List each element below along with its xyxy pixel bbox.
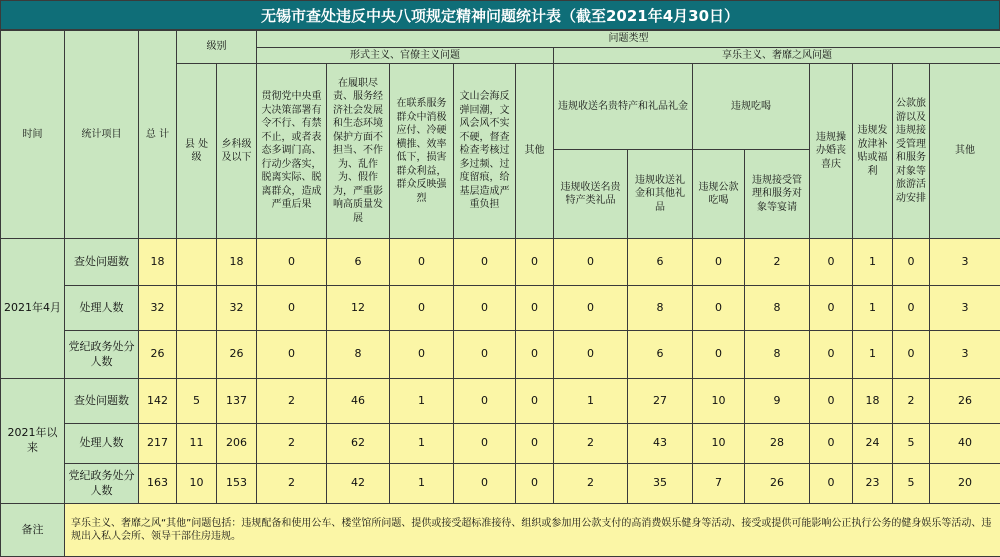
table-row (1, 331, 1000, 379)
notes-label: 备注 (1, 504, 65, 557)
county-cell (177, 239, 217, 286)
value-cell: 12 (327, 286, 390, 331)
value-cell: 2 (257, 464, 327, 504)
value-cell: 0 (810, 331, 853, 379)
header-f-other: 其他 (516, 64, 554, 239)
value-cell: 7 (693, 464, 745, 504)
header-h1a: 违规收送名贵特产类礼品 (554, 150, 628, 239)
header-formalism: 形式主义、官僚主义问题 (257, 47, 554, 64)
header-h-other: 其他 (930, 64, 1000, 239)
header-h4: 违规发放津补贴或福利 (853, 64, 893, 239)
value-cell: 0 (893, 331, 930, 379)
header-county: 县 处 级 (177, 64, 217, 239)
value-cell: 0 (516, 239, 554, 286)
value-cell: 24 (853, 424, 893, 464)
value-cell: 0 (810, 424, 853, 464)
value-cell: 62 (327, 424, 390, 464)
value-cell: 0 (693, 331, 745, 379)
value-cell: 5 (893, 464, 930, 504)
header-total: 总 计 (139, 31, 177, 239)
value-cell: 28 (745, 424, 810, 464)
township-cell: 206 (217, 424, 257, 464)
value-cell: 0 (516, 286, 554, 331)
header-h2a: 违规公款吃喝 (693, 150, 745, 239)
header-f4: 文山会海反弹回潮，文风会风不实不硬，督查检查考核过多过频、过度留痕，给基层造成严重负担 (454, 64, 516, 239)
value-cell: 1 (390, 379, 454, 424)
value-cell: 10 (693, 379, 745, 424)
value-cell: 23 (853, 464, 893, 504)
value-cell: 1 (853, 331, 893, 379)
value-cell: 40 (930, 424, 1000, 464)
value-cell: 2 (893, 379, 930, 424)
value-cell: 0 (454, 331, 516, 379)
header-h3: 违规操办婚丧喜庆 (810, 64, 853, 239)
header-h5: 公款旅游以及违规接受管理和服务对象等旅游活动安排 (893, 64, 930, 239)
table-row (1, 239, 1000, 286)
value-cell: 1 (853, 286, 893, 331)
value-cell: 46 (327, 379, 390, 424)
total-cell: 26 (139, 331, 177, 379)
table-row (1, 286, 1000, 331)
value-cell: 2 (554, 424, 628, 464)
period-label: 2021年4月 (1, 239, 65, 379)
value-cell: 2 (554, 464, 628, 504)
value-cell: 1 (554, 379, 628, 424)
total-cell: 163 (139, 464, 177, 504)
value-cell: 0 (893, 286, 930, 331)
value-cell: 27 (628, 379, 693, 424)
value-cell: 0 (390, 239, 454, 286)
notes-row (1, 504, 1000, 557)
value-cell: 35 (628, 464, 693, 504)
value-cell: 18 (853, 379, 893, 424)
header-f2: 在履职尽责、服务经济社会发展和生态环境保护方面不担当、不作为、乱作为、假作为，严重影响高质量发展 (327, 64, 390, 239)
value-cell: 2 (745, 239, 810, 286)
header-time: 时间 (1, 31, 65, 239)
township-cell: 26 (217, 331, 257, 379)
header-h1b: 违规收送礼金和其他礼品 (628, 150, 693, 239)
value-cell: 0 (554, 239, 628, 286)
value-cell: 20 (930, 464, 1000, 504)
value-cell: 0 (257, 286, 327, 331)
header-h2b: 违规接受管理和服务对象等宴请 (745, 150, 810, 239)
header-f3: 在联系服务群众中消极应付、冷硬横推、效率低下，损害群众利益，群众反映强烈 (390, 64, 454, 239)
header-f1: 贯彻党中央重大决策部署有令不行、有禁不止，或者表态多调门高、行动少落实，脱离实际、脱离群众，造成严重后果 (257, 64, 327, 239)
header-h2: 违规吃喝 (693, 64, 810, 150)
value-cell: 0 (810, 239, 853, 286)
header-level: 级别 (177, 31, 257, 64)
county-cell (177, 286, 217, 331)
value-cell: 3 (930, 331, 1000, 379)
value-cell: 8 (327, 331, 390, 379)
header-item: 统计项目 (65, 31, 139, 239)
value-cell: 2 (257, 424, 327, 464)
county-cell: 11 (177, 424, 217, 464)
value-cell: 5 (893, 424, 930, 464)
value-cell: 0 (516, 424, 554, 464)
value-cell: 6 (628, 239, 693, 286)
value-cell: 0 (693, 286, 745, 331)
value-cell: 0 (454, 286, 516, 331)
value-cell: 43 (628, 424, 693, 464)
header-h1: 违规收送名贵特产和礼品礼金 (554, 64, 693, 150)
value-cell: 1 (390, 464, 454, 504)
row-label: 党纪政务处分人数 (65, 331, 139, 379)
value-cell: 9 (745, 379, 810, 424)
value-cell: 0 (516, 379, 554, 424)
county-cell (177, 331, 217, 379)
value-cell: 0 (454, 379, 516, 424)
header-problem-type: 问题类型 (257, 31, 1000, 48)
value-cell: 0 (554, 331, 628, 379)
township-cell: 18 (217, 239, 257, 286)
value-cell: 6 (327, 239, 390, 286)
table-row (1, 424, 1000, 464)
value-cell: 26 (745, 464, 810, 504)
value-cell: 0 (390, 286, 454, 331)
row-label: 处理人数 (65, 286, 139, 331)
county-cell: 10 (177, 464, 217, 504)
row-label: 查处问题数 (65, 239, 139, 286)
value-cell: 0 (454, 239, 516, 286)
total-cell: 18 (139, 239, 177, 286)
value-cell: 42 (327, 464, 390, 504)
value-cell: 0 (454, 464, 516, 504)
value-cell: 0 (516, 331, 554, 379)
row-label: 处理人数 (65, 424, 139, 464)
value-cell: 3 (930, 239, 1000, 286)
value-cell: 1 (853, 239, 893, 286)
value-cell: 8 (745, 286, 810, 331)
township-cell: 137 (217, 379, 257, 424)
total-cell: 142 (139, 379, 177, 424)
value-cell: 0 (516, 464, 554, 504)
value-cell: 0 (390, 331, 454, 379)
township-cell: 153 (217, 464, 257, 504)
value-cell: 1 (390, 424, 454, 464)
value-cell: 6 (628, 331, 693, 379)
value-cell: 0 (554, 286, 628, 331)
value-cell: 8 (628, 286, 693, 331)
table-title: 无锡市查处违反中央八项规定精神问题统计表（截至2021年4月30日） (0, 0, 1000, 30)
value-cell: 0 (893, 239, 930, 286)
value-cell: 0 (810, 379, 853, 424)
value-cell: 0 (257, 331, 327, 379)
value-cell: 10 (693, 424, 745, 464)
value-cell: 2 (257, 379, 327, 424)
total-cell: 32 (139, 286, 177, 331)
value-cell: 3 (930, 286, 1000, 331)
header-township: 乡科级及以下 (217, 64, 257, 239)
county-cell: 5 (177, 379, 217, 424)
notes-text: 享乐主义、奢靡之风“其他”问题包括：违规配备和使用公车、楼堂馆所问题、提供或接受超标准接待、组织或参加用公款支付的高消费娱乐健身等活动、接受或提供可能影响公正执行公务的健身娱乐等活动、违规出入私人会所、领导干部住房违规。 (65, 504, 1000, 557)
table-row (1, 464, 1000, 504)
value-cell: 26 (930, 379, 1000, 424)
value-cell: 8 (745, 331, 810, 379)
value-cell: 0 (693, 239, 745, 286)
row-label: 党纪政务处分人数 (65, 464, 139, 504)
value-cell: 0 (454, 424, 516, 464)
value-cell: 0 (810, 286, 853, 331)
township-cell: 32 (217, 286, 257, 331)
period-label: 2021年以来 (1, 379, 65, 504)
value-cell: 0 (257, 239, 327, 286)
statistics-table (0, 30, 1000, 557)
header-hedonism: 享乐主义、奢靡之风问题 (554, 47, 1000, 64)
table-row (1, 379, 1000, 424)
row-label: 查处问题数 (65, 379, 139, 424)
total-cell: 217 (139, 424, 177, 464)
value-cell: 0 (810, 464, 853, 504)
